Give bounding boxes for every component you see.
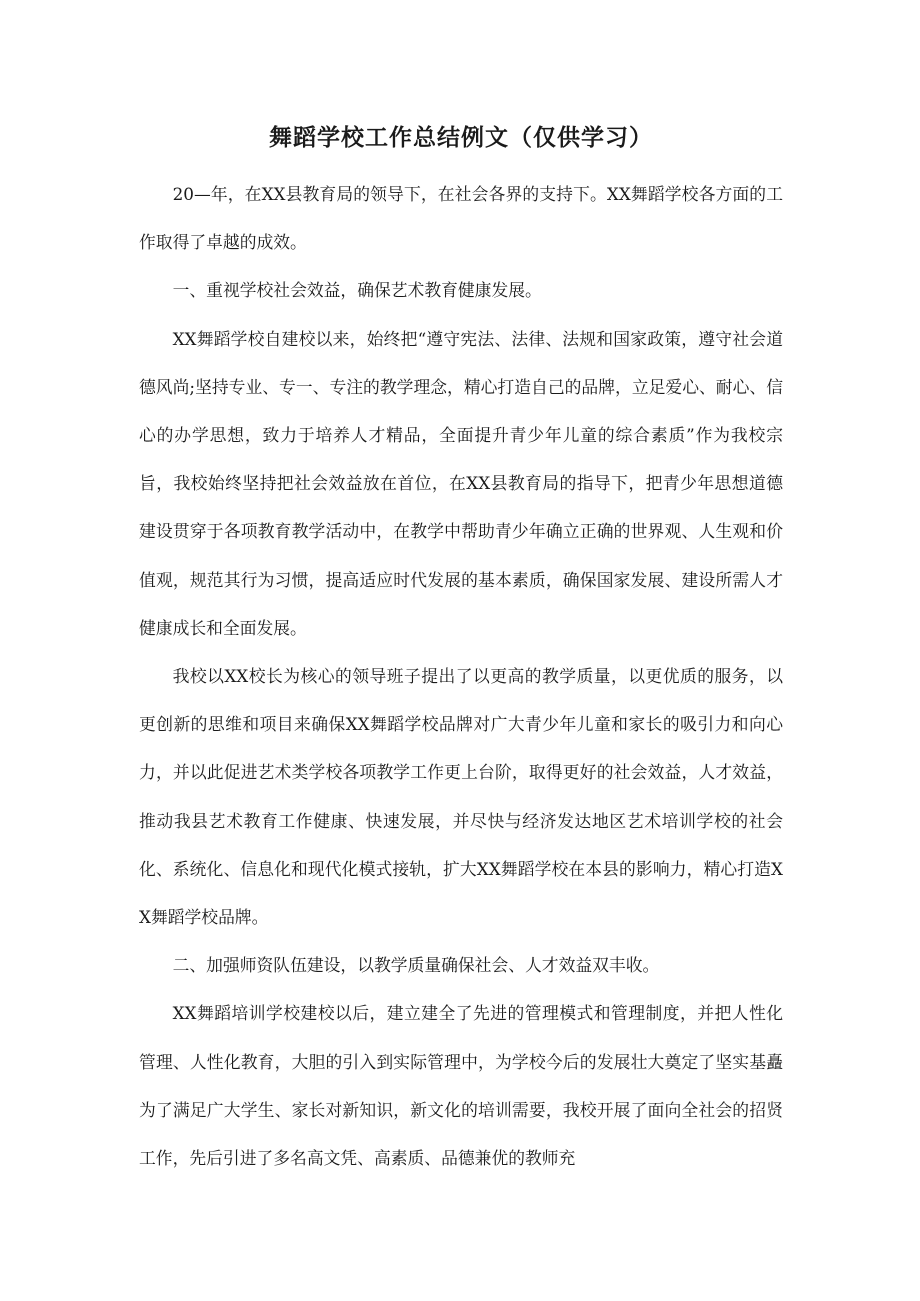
paragraph-leadership: 我校以XX校长为核心的领导班子提出了以更高的教学质量，以更优质的服务，以更创新的思维和项目来确保XX舞蹈学校品牌对广大青少年儿童和家长的吸引力和向心力，并以此促进艺术类学校各项教学工作更上台阶，取得更好的社会效益，人才效益，推动我县艺术教育工作健康、快速发展，并尽快与经济发达地区艺术培训学校的社会化、系统化、信息化和现代化模式接轨，扩大XX舞蹈学校在本县的影响力，精心打造XX舞蹈学校品牌。 bbox=[139, 666, 783, 928]
document-title: 舞蹈学校工作总结例文（仅供学习） bbox=[269, 125, 653, 151]
paragraph-teachers: XX舞蹈培训学校建校以后，建立建全了先进的管理模式和管理制度，并把人性化管理、人性化教育，大胆的引入到实际管理中，为学校今后的发展壮大奠定了坚实基矗为了满足广大学生、家长对新知识，新文化的培训需要，我校开展了面向全社会的招贤工作，先后引进了多名高文凭、高素质、品德兼优的教师充 bbox=[139, 1003, 783, 1169]
paragraph-intro: 20—年，在XX县教育局的领导下，在社会各界的支持下。XX舞蹈学校各方面的工作取得了卓越的成效。 bbox=[139, 184, 783, 253]
section-heading-1: 一、重视学校社会效益，确保艺术教育健康发展。 bbox=[172, 280, 542, 301]
paragraph-school-purpose: XX舞蹈学校自建校以来，始终把“遵守宪法、法律、法规和国家政策，遵守社会道德风尚;坚持专业、专一、专注的教学理念，精心打造自己的品牌，立足爱心、耐心、信心的办学思想，致力于培养人才精品，全面提升青少年儿童的综合素质”作为我校宗旨，我校始终坚持把社会效益放在首位，在XX县教育局的指导下，把青少年思想道德建设贯穿于各项教育教学活动中，在教学中帮助青少年确立正确的世界观、人生观和价值观，规范其行为习惯，提高适应时代发展的基本素质，确保国家发展、建设所需人才健康成长和全面发展。 bbox=[139, 328, 783, 638]
section-heading-2: 二、加强师资队伍建设，以教学质量确保社会、人才效益双丰收。 bbox=[172, 955, 660, 976]
